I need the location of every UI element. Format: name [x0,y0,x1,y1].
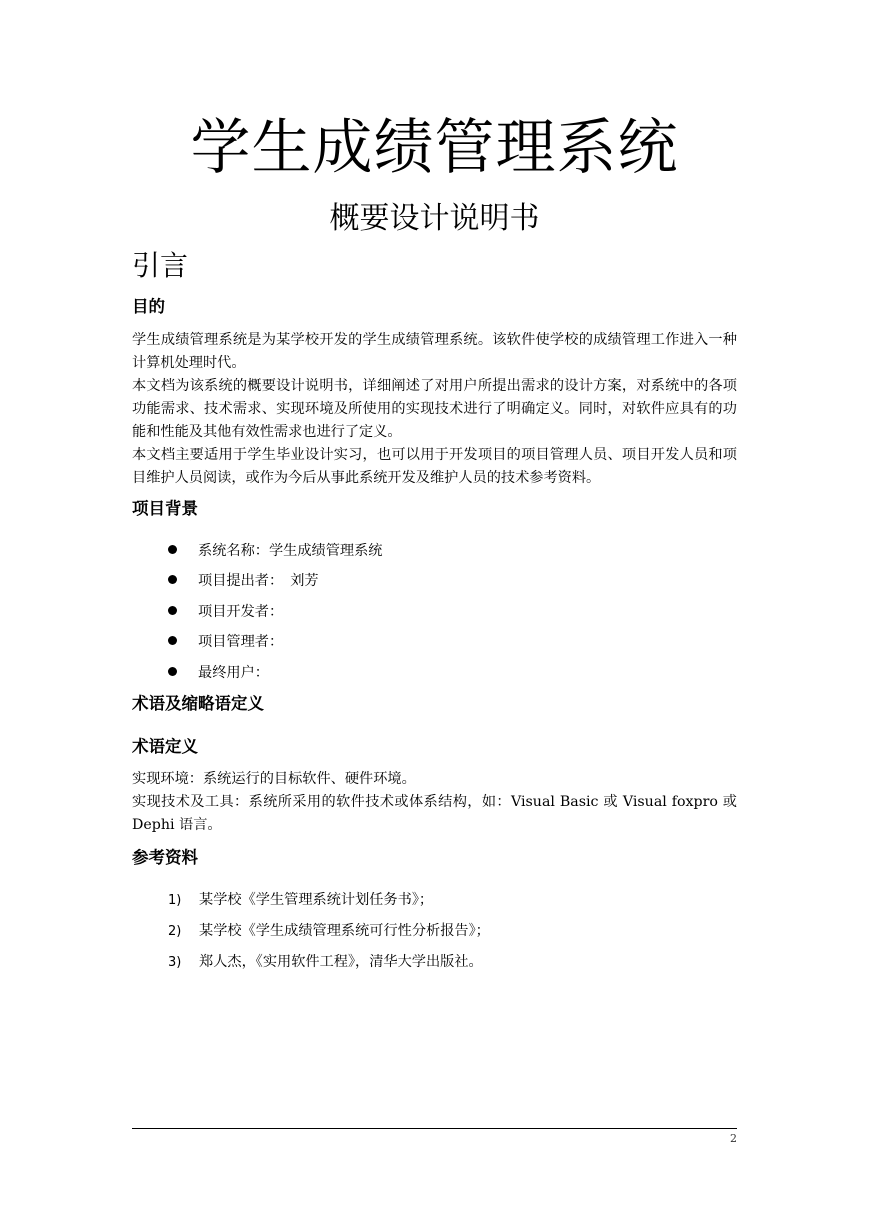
bullet-item [168,631,283,653]
footer-divider [132,1128,737,1129]
reference-number: 2) [168,924,182,939]
document-title: 学生成绩管理系统 [190,113,679,183]
bullet-icon [168,606,177,615]
section-heading-intro: 引言 [132,249,189,282]
reference-number: 1) [168,893,182,908]
bullet-icon [168,636,177,645]
bullet-icon [168,545,177,554]
heading-background: 项目背景 [132,499,198,518]
paragraph-term-2: 实现技术及工具：系统所采用的软件技术或体系结构，如：Visual Basic 或 Visual foxpro 或 Dephi 语言。 [132,794,737,833]
paragraph-term-1: 实现环境：系统运行的目标软件、硬件环境。 [132,771,416,787]
reference-item [168,920,490,943]
bullet-item [168,662,269,684]
document-subtitle: 概要设计说明书 [329,201,540,236]
bullet-icon [168,575,177,584]
reference-item [168,889,433,912]
bullet-text: 项目开发者： [198,604,284,620]
bullet-text: 系统名称：学生成绩管理系统 [198,543,383,559]
paragraph-purpose-3: 本文档主要适用于学生毕业设计实习，也可以用于开发项目的项目管理人员、项目开发人员和项目维护人员阅读，或作为今后从事此系统开发及维护人员的技术参考资料。 [132,447,737,486]
page-number: 2 [730,1132,737,1145]
bullet-icon [168,667,177,676]
heading-terms: 术语及缩略语定义 [132,694,264,713]
bullet-item [168,570,319,592]
bullet-text: 最终用户： [198,665,269,681]
reference-text: 郑人杰，《实用软件工程》，清华大学出版社。 [199,954,483,970]
paragraph-purpose-2: 本文档为该系统的概要设计说明书，详细阐述了对用户所提出需求的设计方案，对系统中的各项功能需求、技术需求、实现环境及所使用的实现技术进行了明确定义。同时，对软件应具有的功能和性能及其他有效性需求也进行了定义。 [132,378,737,440]
bullet-item [168,540,382,562]
reference-text: 某学校《学生管理系统计划任务书》； [199,892,434,908]
heading-purpose: 目的 [132,297,165,316]
bullet-item [168,601,283,623]
bullet-text: 项目提出者： 刘芳 [198,573,319,589]
heading-references: 参考资料 [132,848,198,867]
reference-text: 某学校《学生成绩管理系统可行性分析报告》； [199,923,490,939]
reference-item [168,951,483,974]
heading-term-definitions: 术语定义 [132,737,198,756]
paragraph-purpose-1: 学生成绩管理系统是为某学校开发的学生成绩管理系统。该软件使学校的成绩管理工作进入一种计算机处理时代。 [132,332,737,371]
bullet-text: 项目管理者： [198,634,284,650]
reference-number: 3) [168,955,182,970]
